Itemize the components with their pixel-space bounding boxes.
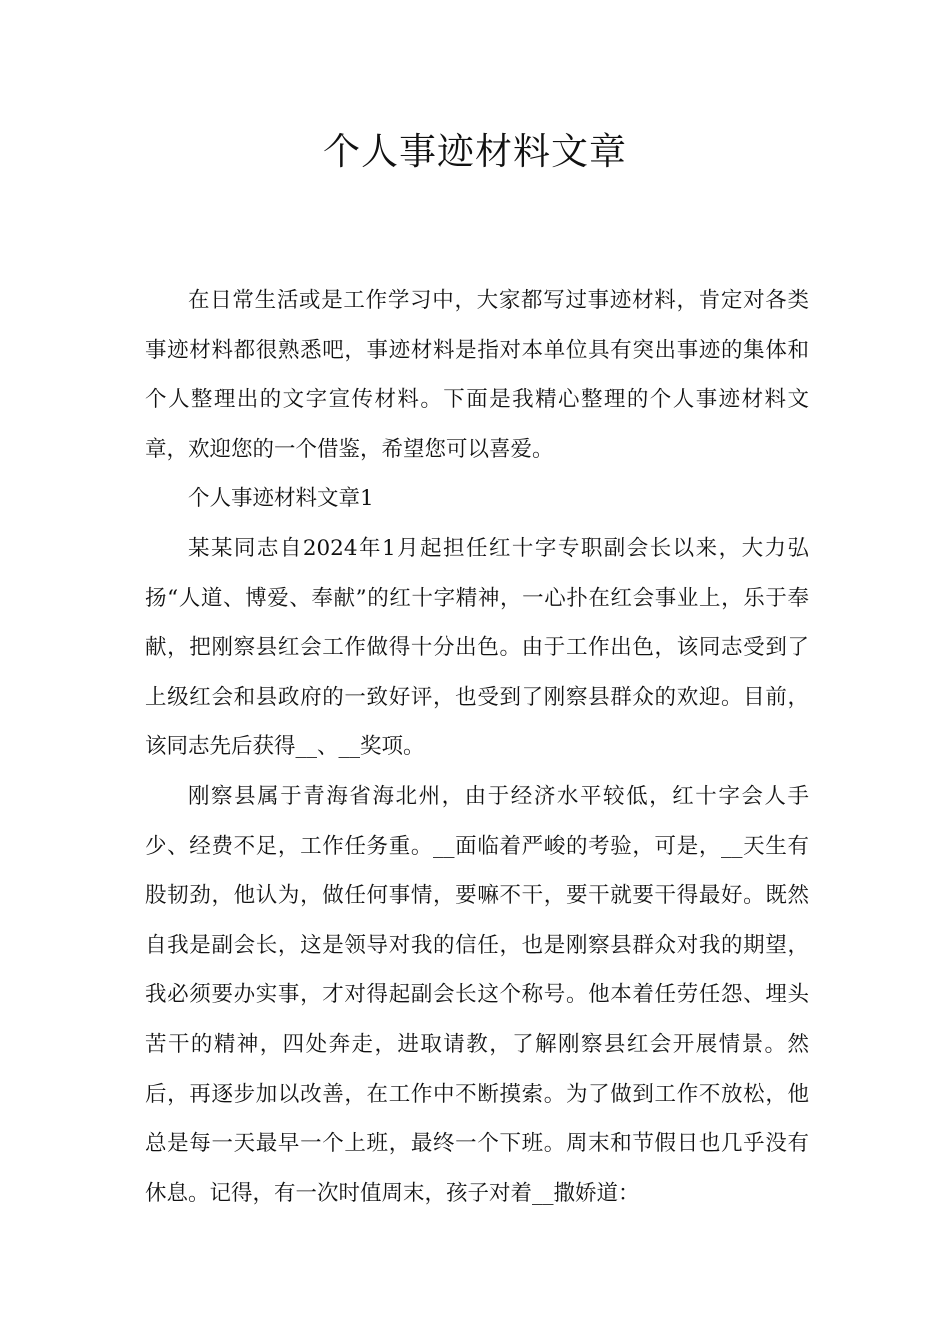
document-title: 个人事迹材料文章 <box>323 130 627 173</box>
document-body <box>145 276 809 1218</box>
body-paragraph: 刚察县属于青海省海北州，由于经济水平较低，红十字会人手少、经费不足，工作任务重。__面临着严峻的考验，可是，__天生有股韧劲，他认为，做任何事情，要嘛不干，要干就要干得最好。既然自我是副会长，这是领导对我的信任，也是刚察县群众对我的期望，我必须要办实事，才对得起副会长这个称号。他本着任劳任怨、埋头苦干的精神，四处奔走，进取请教，了解刚察县红会开展情景。然后，再逐步加以改善，在工作中不断摸索。为了做到工作不放松，他总是每一天最早一个上班，最终一个下班。周末和节假日也几乎没有休息。记得，有一次时值周末，孩子对着__撒娇道： <box>145 783 809 1206</box>
intro-paragraph: 在日常生活或是工作学习中，大家都写过事迹材料，肯定对各类事迹材料都很熟悉吧，事迹材料是指对本单位具有突出事迹的集体和个人整理出的文字宣传材料。下面是我精心整理的个人事迹材料文章，欢迎您的一个借鉴，希望您可以喜爱。 <box>145 288 809 462</box>
section-heading: 个人事迹材料文章1 <box>188 486 374 512</box>
body-paragraph: 某某同志自2024年1月起担任红十字专职副会长以来，大力弘扬“人道、博爱、奉献”的红十字精神，一心扑在红会事业上，乐于奉献，把刚察县红会工作做得十分出色。由于工作出色，该同志受到了上级红会和县政府的一致好评，也受到了刚察县群众的欢迎。目前，该同志先后获得__、__奖项。 <box>145 535 809 760</box>
